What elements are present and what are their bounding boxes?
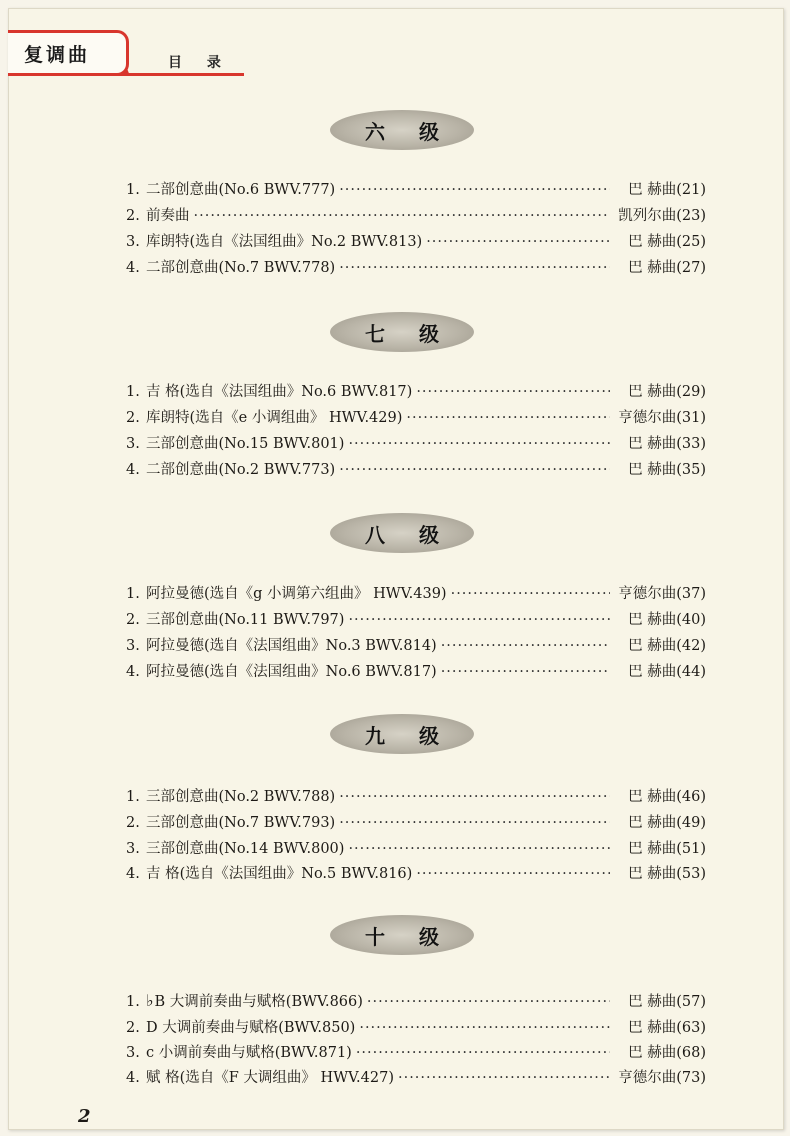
page-number: 2: [78, 1106, 91, 1127]
entry-title: c 小调前奏曲与赋格(BWV.871): [146, 1045, 352, 1061]
toc-entry[interactable]: [126, 785, 706, 807]
entry-number: 2.: [126, 208, 140, 224]
grade-word: 级: [419, 119, 439, 144]
grade-number: 十: [365, 924, 385, 949]
book-title: 复调曲: [24, 43, 91, 66]
entry-title: 库朗特(选自《e 小调组曲》 HWV.429): [146, 410, 403, 426]
page: [8, 8, 784, 1130]
toc-entry[interactable]: [126, 204, 706, 226]
entry-composer-page: 巴 赫曲(44): [628, 664, 706, 680]
grade-number: 八: [365, 522, 385, 547]
grade-word: 级: [419, 723, 439, 748]
grade-number: 九: [365, 723, 385, 748]
entry-composer-page: 巴 赫曲(46): [628, 789, 706, 805]
entry-title: 吉 格(选自《法国组曲》No.6 BWV.817): [146, 384, 413, 400]
entry-composer-page: 巴 赫曲(51): [628, 841, 706, 857]
leader-dots: [426, 234, 610, 250]
entry-title: 阿拉曼德(选自《g 小调第六组曲》 HWV.439): [146, 586, 447, 602]
entry-title: 三部创意曲(No.15 BWV.801): [146, 436, 345, 452]
entry-number: 1.: [126, 384, 140, 400]
entry-title: 三部创意曲(No.2 BWV.788): [146, 789, 336, 805]
entry-composer-page: 亨德尔曲(37): [618, 586, 706, 602]
grade-word: 级: [419, 522, 439, 547]
entry-composer-page: 巴 赫曲(53): [628, 866, 706, 882]
section-label: 目 录: [168, 55, 231, 71]
toc-entry[interactable]: [126, 458, 706, 480]
entry-number: 3.: [126, 234, 140, 250]
entry-composer-page: 巴 赫曲(40): [628, 612, 706, 628]
toc-entry[interactable]: [126, 380, 706, 402]
entry-composer-page: 亨德尔曲(31): [618, 410, 706, 426]
leader-dots: [339, 260, 610, 276]
leader-dots: [339, 789, 610, 805]
leader-dots: [367, 994, 610, 1010]
entry-composer-page: 巴 赫曲(35): [628, 462, 706, 478]
leader-dots: [441, 664, 610, 680]
leader-dots: [441, 638, 610, 654]
entry-number: 4.: [126, 462, 140, 478]
entry-composer-page: 凯列尔曲(23): [618, 208, 706, 224]
entry-title: [146, 990, 363, 1011]
toc-entry[interactable]: [126, 178, 706, 200]
toc-entry[interactable]: [126, 582, 706, 604]
entry-title: 三部创意曲(No.14 BWV.800): [146, 841, 345, 857]
entry-composer-page: 巴 赫曲(57): [628, 994, 706, 1010]
leader-dots: [406, 410, 610, 426]
toc-entry[interactable]: [126, 862, 706, 884]
entry-title: 二部创意曲(No.2 BWV.773): [146, 462, 336, 478]
entry-number: 4.: [126, 866, 140, 882]
toc-entry[interactable]: [126, 256, 706, 278]
entry-title: 二部创意曲(No.6 BWV.777): [146, 182, 336, 198]
entry-title: 三部创意曲(No.7 BWV.793): [146, 815, 336, 831]
entry-title: 三部创意曲(No.11 BWV.797): [146, 612, 345, 628]
entry-title: 阿拉曼德(选自《法国组曲》No.3 BWV.814): [146, 638, 437, 654]
entry-composer-page: 巴 赫曲(42): [628, 638, 706, 654]
grade-word: 级: [419, 321, 439, 346]
grade-heading-7: [330, 312, 474, 352]
entry-composer-page: 巴 赫曲(68): [628, 1045, 706, 1061]
entry-title: D 大调前奏曲与赋格(BWV.850): [146, 1020, 356, 1036]
entry-number: 3.: [126, 638, 140, 654]
grade-number: 七: [365, 321, 385, 346]
entry-title-text: B 大调前奏曲与赋格(BWV.866): [154, 994, 363, 1010]
toc-entry[interactable]: [126, 230, 706, 252]
toc-entry[interactable]: [126, 1041, 706, 1063]
entry-title: 吉 格(选自《法国组曲》No.5 BWV.816): [146, 866, 413, 882]
entry-composer-page: 巴 赫曲(25): [628, 234, 706, 250]
entry-number: 1.: [126, 994, 140, 1010]
entry-number: 2.: [126, 815, 140, 831]
toc-entry[interactable]: [126, 432, 706, 454]
flat-sign-icon: ♭: [146, 991, 154, 1010]
entry-title: 库朗特(选自《法国组曲》No.2 BWV.813): [146, 234, 423, 250]
entry-number: 2.: [126, 410, 140, 426]
entry-composer-page: 巴 赫曲(27): [628, 260, 706, 276]
entry-number: 1.: [126, 586, 140, 602]
toc-entry[interactable]: [126, 660, 706, 682]
entry-number: 4.: [126, 664, 140, 680]
toc-entry[interactable]: [126, 811, 706, 833]
toc-entry[interactable]: [126, 1016, 706, 1038]
toc-entry[interactable]: [126, 837, 706, 859]
leader-dots: [359, 1020, 610, 1036]
entry-composer-page: 巴 赫曲(33): [628, 436, 706, 452]
leader-dots: [416, 866, 610, 882]
leader-dots: [194, 208, 611, 224]
leader-dots: [398, 1070, 610, 1086]
entry-number: 1.: [126, 789, 140, 805]
leader-dots: [348, 612, 610, 628]
grade-heading-9: [330, 714, 474, 754]
grade-number: 六: [365, 119, 385, 144]
leader-dots: [339, 462, 610, 478]
book-title-tab: [8, 30, 129, 76]
entry-number: 3.: [126, 436, 140, 452]
toc-entry[interactable]: [126, 608, 706, 630]
entry-number: 3.: [126, 1045, 140, 1061]
entry-composer-page: 巴 赫曲(63): [628, 1020, 706, 1036]
entry-title: 前奏曲: [146, 208, 190, 224]
toc-entry[interactable]: [126, 406, 706, 428]
entry-number: 3.: [126, 841, 140, 857]
entry-number: 2.: [126, 612, 140, 628]
toc-entry[interactable]: [126, 634, 706, 656]
grade-word: 级: [419, 924, 439, 949]
grade-heading-10: [330, 915, 474, 955]
leader-dots: [356, 1045, 610, 1061]
entry-title: 阿拉曼德(选自《法国组曲》No.6 BWV.817): [146, 664, 437, 680]
entry-title: 二部创意曲(No.7 BWV.778): [146, 260, 336, 276]
entry-composer-page: 巴 赫曲(49): [628, 815, 706, 831]
leader-dots: [348, 841, 610, 857]
entry-number: 2.: [126, 1020, 140, 1036]
leader-dots: [339, 182, 610, 198]
grade-heading-8: [330, 513, 474, 553]
entry-composer-page: 巴 赫曲(21): [628, 182, 706, 198]
entry-number: 1.: [126, 182, 140, 198]
entry-title: 赋 格(选自《F 大调组曲》 HWV.427): [146, 1070, 394, 1086]
leader-dots: [416, 384, 610, 400]
toc-entry[interactable]: [126, 990, 706, 1012]
leader-dots: [339, 815, 610, 831]
toc-entry[interactable]: [126, 1066, 706, 1088]
entry-number: 4.: [126, 260, 140, 276]
entry-composer-page: 亨德尔曲(73): [618, 1070, 706, 1086]
leader-dots: [451, 586, 610, 602]
grade-heading-6: [330, 110, 474, 150]
leader-dots: [348, 436, 610, 452]
entry-number: 4.: [126, 1070, 140, 1086]
entry-composer-page: 巴 赫曲(29): [628, 384, 706, 400]
